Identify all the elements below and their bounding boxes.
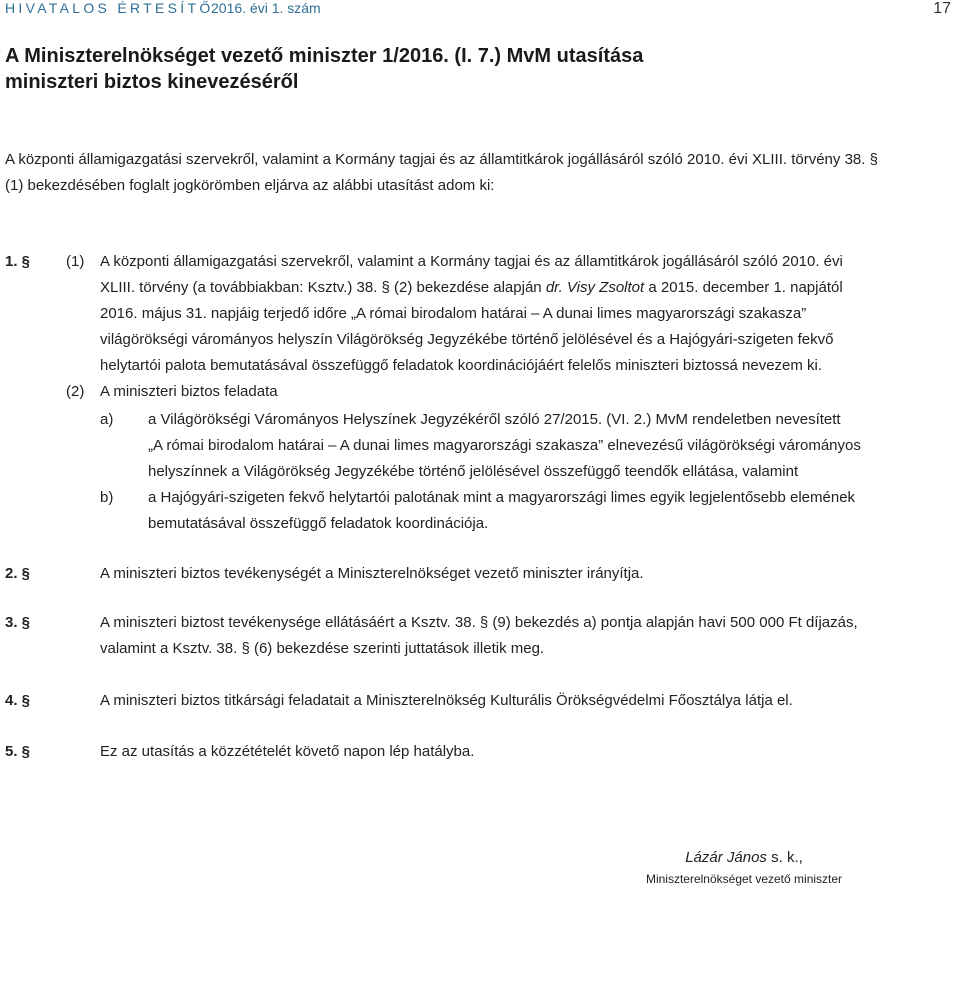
point-a-label: a)	[100, 411, 114, 428]
point-b-line-1: a Hajógyári-szigeten fekvő helytartói palotának mint a magyarországi limes egyik legjelentősebb elemének	[148, 489, 856, 506]
section-3-line-1: A miniszteri biztost tevékenysége ellátásáért a Ksztv. 38. § (9) bekezdés a) pontja alapján havi 500 000 Ft díjazás,	[100, 614, 858, 631]
paragraph-1-line-5: helytartói palota bemutatásával összefüggő feladatok koordinációjáért felelős miniszteri biztossá nevezem ki.	[100, 357, 823, 374]
section-5-number: 5. §	[5, 743, 31, 760]
preamble-line-1: A központi államigazgatási szervekről, valamint a Kormány tagjai és az államtitkárok jogállásáról szóló 2010. évi XLIII. törvény 38. §	[5, 151, 878, 168]
paragraph-2-label: (2)	[66, 383, 85, 400]
paragraph-2-text: A miniszteri biztos feladata	[100, 383, 278, 400]
issue-label: 2016. évi 1. szám	[211, 0, 321, 16]
section-3-number: 3. §	[5, 614, 31, 631]
title-line-2: miniszteri biztos kinevezéséről	[5, 71, 299, 93]
section-3-line-2: valamint a Ksztv. 38. § (6) bekezdése szerinti juttatások illetik meg.	[100, 640, 545, 657]
signatory	[636, 846, 852, 870]
paragraph-1-label: (1)	[66, 253, 85, 270]
point-a-line-1: a Világörökségi Várományos Helyszínek Jegyzékéről szóló 27/2015. (VI. 2.) MvM rendeletben nevesített	[148, 411, 841, 428]
section-2-number: 2. §	[5, 565, 31, 582]
section-2	[5, 561, 951, 587]
paragraph-1-line-1: A központi államigazgatási szervekről, valamint a Kormány tagjai és az államtitkárok jogállásáról szóló 2010. évi	[100, 253, 843, 270]
signatory-title: Miniszterelnökséget vezető miniszter	[645, 872, 843, 886]
section-1-number: 1. §	[5, 253, 31, 270]
paragraph-1-line-2: XLIII. törvény (a továbbiakban: Ksztv.) 38. § (2) bekezdése alapján dr. Visy Zsoltot a 2015. december 1. napjától	[100, 279, 843, 296]
journal-name: HIVATALOS ÉRTESÍTŐ	[5, 0, 214, 16]
section-1	[5, 249, 951, 539]
point-b-line-2: bemutatásával összefüggő feladatok koordinációja.	[148, 515, 489, 532]
paragraph-1-line-4: világörökségi várományos helyszín Világörökség Jegyzékébe történő jelölésével és a Hajógyári-szigeten fekvő	[100, 331, 834, 348]
section-5-text: Ez az utasítás a közzétételét követő napon lép hatályba.	[100, 743, 475, 760]
section-3	[5, 610, 951, 662]
section-4-text: A miniszteri biztos titkársági feladatait a Miniszterelnökség Kulturális Örökségvédelmi Főosztálya látja el.	[100, 692, 793, 709]
document-title	[5, 43, 905, 95]
section-4	[5, 688, 951, 714]
point-b-label: b)	[100, 489, 114, 506]
point-a-line-3: helyszínnek a Világörökség Jegyzékébe történő jelölésével összefüggő teendők ellátása, valamint	[148, 463, 799, 480]
appointee-name: dr. Visy Zsoltot	[545, 279, 645, 296]
page-header	[5, 0, 951, 20]
preamble-line-2: (1) bekezdésében foglalt jogkörömben eljárva az alábbi utasítást adom ki:	[5, 177, 495, 194]
preamble	[5, 147, 951, 199]
title-line-1: A Miniszterelnökséget vezető miniszter 1/2016. (I. 7.) MvM utasítása	[5, 45, 644, 67]
section-2-text: A miniszteri biztos tevékenységét a Miniszterelnökséget vezető miniszter irányítja.	[100, 565, 644, 582]
signatory-suffix: s. k.,	[771, 849, 803, 866]
signatory-name: Lázár János	[685, 849, 767, 866]
page-number: 17	[933, 0, 951, 17]
signature-block	[636, 846, 852, 888]
point-a-line-2: „A római birodalom határai – A dunai limes magyarországi szakasza” elnevezésű világörökségi várományos	[148, 437, 861, 454]
section-5	[5, 739, 951, 765]
paragraph-1-line-3: 2016. május 31. napjáig terjedő időre „A római birodalom határai – A dunai limes magyarországi szakasza”	[100, 305, 807, 322]
section-4-number: 4. §	[5, 692, 31, 709]
